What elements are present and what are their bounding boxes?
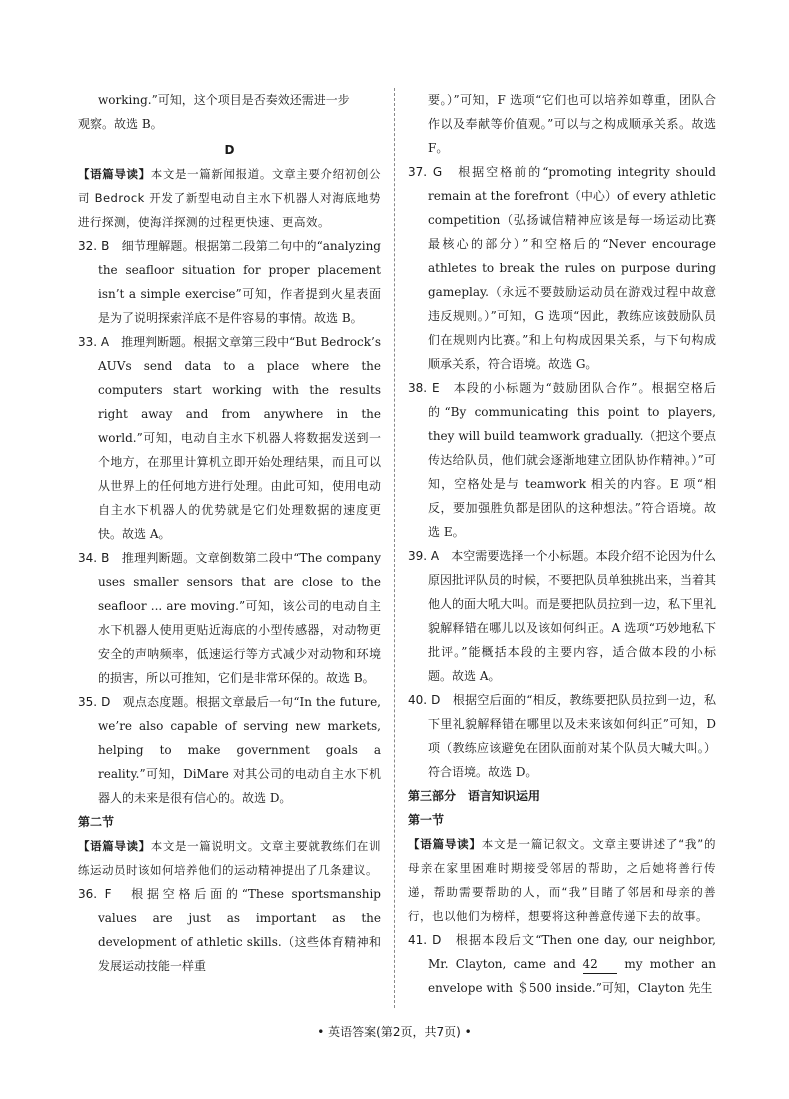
answer-number: 33. A <box>78 335 110 349</box>
section-heading-d: D <box>224 143 235 157</box>
answer-item <box>408 688 716 784</box>
guide-tag: 【语篇导读】 <box>78 839 151 853</box>
answer-number: 40. D <box>408 693 441 707</box>
answer-explanation: 根据空格后面的“These sportsmanship values are just as important as the development of athletic skills.（这些体育精神和发展运动技能一样重 <box>98 887 381 973</box>
answer-number: 38. E <box>408 381 440 395</box>
answer-explanation: 本空需要选择一个小标题。本段介绍不论因为什么原因批评队员的时候，不要把队员单独挑出来，当着其他人的面大吼大叫。而是要把队员拉到一边，私下里礼貌解释错在哪儿以及该如何纠正。A 选项“巧妙地私下批评。”能概括本段的主要内容，适合做本段的小标题。故选 A。 <box>428 549 717 683</box>
right-column <box>408 88 716 1000</box>
passage-guide <box>78 162 381 234</box>
answer-number: 39. A <box>408 549 440 563</box>
answer-explanation: 推理判断题。文章倒数第二段中“The company uses smaller sensors that are close to the seafloor ... are moving.”可知，该公司的电动自主水下机器人使用更贴近海底的小型传感器，对动物更安全的声呐频率，低速运行等方式减少对动物和环境的损害，所以可推知，它们是非常环保的。故选 B。 <box>98 551 381 685</box>
guide-text: 本文是一篇记叙文。文章主要讲述了“我”的母亲在家里困难时期接受邻居的帮助，之后她将善行传递，帮助需要帮助的人，而“我”目睹了邻居和母亲的善行，也以他们为榜样，想要将这种善意传递下去的故事。 <box>408 837 716 923</box>
guide-text: 本文是一篇新闻报道。文章主要介绍初创公司 Bedrock 开发了新型电动自主水下机器人对海底地势进行探测，使海洋探测的过程更快速、更高效。 <box>78 167 381 229</box>
answer-item <box>408 928 716 1000</box>
answer-number: 35. D <box>78 695 111 709</box>
answer-explanation: 细节理解题。根据第二段第二句中的“analyzing the seafloor situation for proper placement isn’t a simple exercise”可知，作者提到火星表面是为了说明探索洋底不是件容易的事情。故选 B。 <box>98 239 381 325</box>
page-footer: • 英语答案(第2页，共7页) • <box>317 1025 472 1039</box>
answer-item <box>408 544 716 688</box>
guide-text: 本文是一篇说明文。文章主要就教练们在训练运动员时该如何培养他们的运动精神提出了几条建议。 <box>78 839 381 877</box>
column-divider <box>394 88 395 1008</box>
answer-item <box>78 546 381 690</box>
part-heading: 第三部分 语言知识运用 <box>408 789 541 803</box>
answer-number: 41. D <box>408 933 442 947</box>
guide-tag: 【语篇导读】 <box>408 837 482 851</box>
answer-item <box>408 160 716 376</box>
answer-item <box>78 234 381 330</box>
answer-item <box>408 376 716 544</box>
answer-item <box>78 330 381 546</box>
passage-guide <box>408 832 716 928</box>
answer-explanation: 根据本段后文“Then one day, our neighbor, Mr. Clayton, came and <box>428 933 716 971</box>
answer-explanation: 根据空后面的“相反，教练要把队员拉到一边，私下里礼貌解释错在哪里以及未来该如何纠正”可知，D 项（教练应该避免在团队面前对某个队员大喊大叫。）符合语境。故选 D。 <box>428 693 717 779</box>
answer-explanation: 观点态度题。根据文章最后一句“In the future, we’re also capable of serving new markets, helping to make government goals a reality.”可知，DiMare 对其公司的电动自主水下机器人的未来是很有信心的。故选 D。 <box>98 695 381 805</box>
answer-item <box>78 690 381 810</box>
answer-number: 34. B <box>78 551 110 565</box>
continued-text: working.”可知，这个项目是否奏效还需进一步 <box>98 93 350 107</box>
left-column <box>78 88 381 978</box>
answer-explanation: 推理判断题。根据文章第三段中“But Bedrock’s AUVs send data to a place where the computers start working with the results right away and from anywhere in the world.”可知，电动自主水下机器人将数据发送到一个地方，在那里计算机立即开始处理结果，而且可以从世界上的任何地方进行处理。由此可知，使用电动自主水下机器人的优势就是它们处理数据的速度更快。故选 A。 <box>98 335 381 541</box>
blank-number: 42 <box>583 955 617 974</box>
continued-text: 要。）”可知，F 选项“它们也可以培养如尊重，团队合作以及奉献等价值观。”可以与之构成顺承关系。故选 F。 <box>428 93 716 155</box>
answer-number: 36. F <box>78 887 112 901</box>
section-heading: 第一节 <box>408 813 445 827</box>
answer-explanation: my mother an envelope with ＄500 inside.”可知，Clayton 先生 <box>428 957 716 995</box>
answer-number: 32. B <box>78 239 110 253</box>
continued-text: 观察。故选 B。 <box>78 117 163 131</box>
guide-tag: 【语篇导读】 <box>78 167 151 181</box>
section-heading: 第二节 <box>78 815 115 829</box>
passage-guide <box>78 834 381 882</box>
answer-item <box>78 882 381 978</box>
answer-explanation: 本段的小标题为“鼓励团队合作”。根据空格后的“By communicating this point to players, they will build teamwork gradually.（把这个要点传达给队员，他们就会逐渐地建立团队协作精神。）”可知，空格处是与 teamwork 相关的内容。E 项“相反，要加强胜负都是团队的这种想法。”符合语境。故选 E。 <box>428 381 716 539</box>
answer-number: 37. G <box>408 165 443 179</box>
answer-explanation: 根据空格前的“promoting integrity should remain at the forefront（中心）of every athletic competition（弘扬诚信精神应该是每一场运动比赛最核心的部分）”和空格后的“Never encourage athletes to break the rules on purpose during gameplay.（永远不要鼓励运动员在游戏过程中故意违反规则。）”可知，G 选项“因此，教练应该鼓励队员们在规则内比赛。”和上句构成因果关系，与下句构成顺承关系，符合语境。故选 G。 <box>428 165 716 371</box>
